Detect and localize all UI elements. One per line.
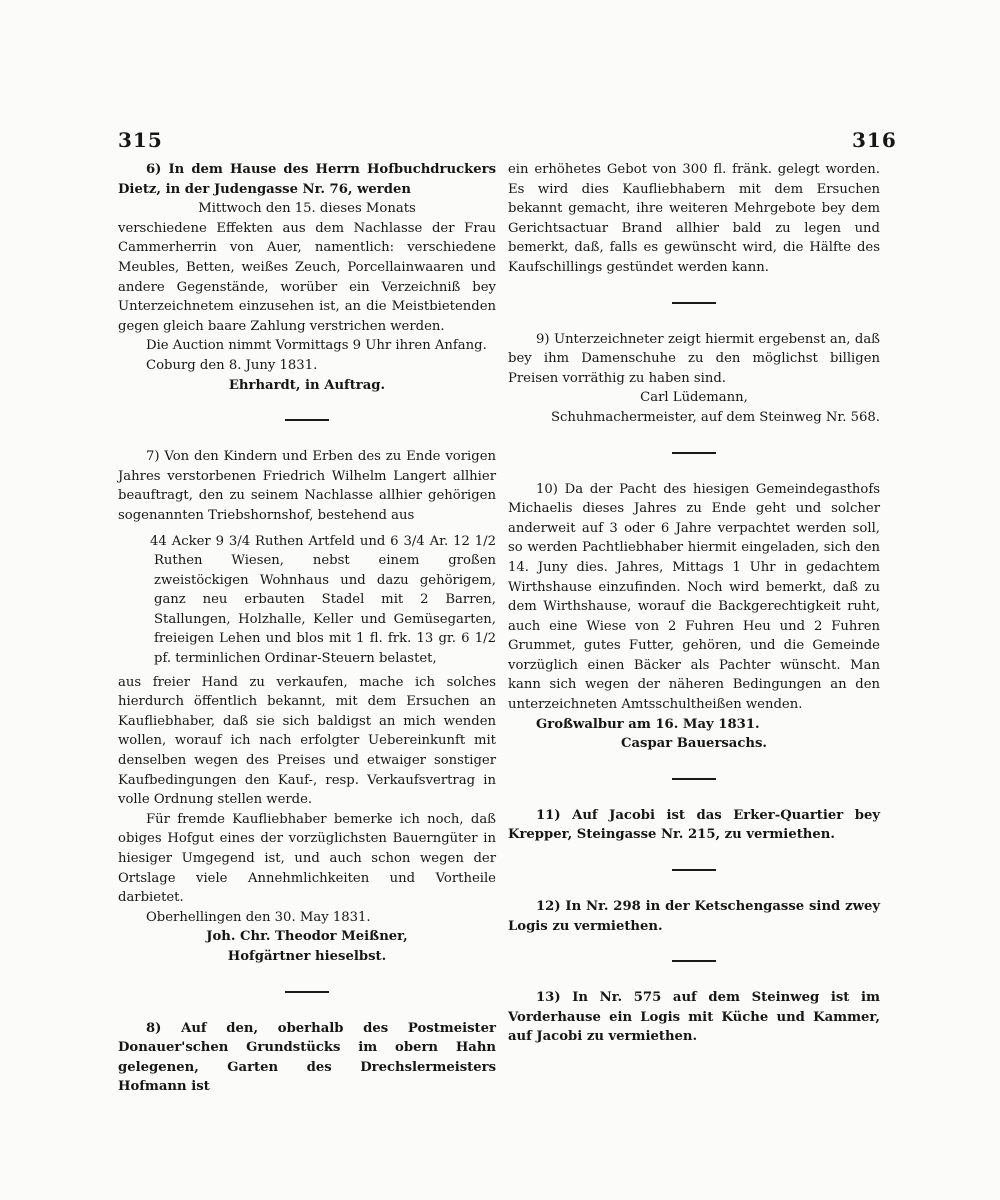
notice-7-remark: Für fremde Kaufliebhaber bemerke ich noch, daß obiges Hofgut eines der vorzüglichsten Bauerngüter in hiesiger Umgegend ist, und auch schon wegen der Ortslage viele Annehmlichkeiten und Vortheile darbietet.	[118, 811, 496, 906]
notice-6-auction-time: Die Auction nimmt Vormittags 9 Uhr ihren Anfang.	[146, 338, 487, 354]
notice-7-intro: 7) Von den Kindern und Erben des zu Ende vorigen Jahres verstorbenen Friedrich Wilhelm Langert allhier beauftragt, den zu seinem Nachlasse allhier gehörigen sogenannten Triebshornshof, bestehend aus	[118, 449, 496, 523]
notice-10-signature: Caspar Bauersachs.	[621, 736, 767, 752]
notice-7-place-date: Oberhellingen den 30. May 1831.	[146, 909, 371, 925]
separator-rule	[285, 419, 329, 421]
notice-7-signature-name: Joh. Chr. Theodor Meißner,	[206, 929, 408, 945]
separator-rule	[285, 991, 329, 993]
notice-11-body: 11) Auf Jacobi ist das Erker-Quartier bey Krepper, Steingasse Nr. 215, zu vermiethen.	[508, 807, 880, 843]
notice-6-body: verschiedene Effekten aus dem Nachlasse der Frau Cammerherrin von Auer, namentlich: verschiedene Meubles, Betten, weißes Zeuch, Porcellainwaaren und andere Gegenstände, worüber ein Verzeichniß bey Unterzeichnetem einzusehen ist, an die Meistbietenden gegen gleich baare Zahlung verstrichen werden.	[118, 220, 496, 334]
notice-8-continuation: ein erhöhetes Gebot von 300 fl. fränk. gelegt worden. Es wird dies Kaufliebhabern mit dem Ersuchen bekannt gemacht, ihre weiteren Mehrgebote bey dem Gerichtsactuar Brand allhier bald zu legen und bemerkt, daß, falls es gewünscht wird, die Hälfte des Kaufschillings gestündet werden kann.	[508, 162, 880, 275]
notice-10-place-date: Großwalbur am 16. May 1831.	[536, 716, 760, 732]
separator-rule	[672, 960, 716, 962]
notice-7-signature-title: Hofgärtner hieselbst.	[227, 948, 387, 964]
notice-10-body: 10) Da der Pacht des hiesigen Gemeindegasthofs Michaelis dieses Jahres zu Ende geht und solcher anderweit auf 3 oder 6 Jahre verpachtet werden soll, so werden Pachtliebhaber hiermit eingeladen, sich den 14. Juny dies. Jahres, Mittags 1 Uhr in gedachtem Wirthshause einzufinden. Noch wird bemerkt, daß zu dem Wirthshause, worauf die Backgerechtigkeit ruht, auch eine Wiese von 2 Fuhren Heu und 2 Fuhren Grummet, gutes Futter, gehören, und die Gemeinde vorzüglich einen Bäcker als Pachter wünscht. Man kann sich wegen der näheren Bedingungen an den unterzeichneten Amtsschultheißen wenden.	[508, 481, 880, 713]
right-column	[508, 160, 880, 1047]
notice-7-property-list: 44 Acker 9 3/4 Ruthen Artfeld und 6 3/4 Ar. 12 1/2 Ruthen Wiesen, nebst einem großen zweistöckigen Wohnhaus und dazu gehörigem, ganz neu erbauten Stadel mit 2 Barren, Stallungen, Holzhalle, Keller und Gemüsegarten, freieigen Lehen und blos mit 1 fl. frk. 13 gr. 6 1/2 pf. terminlichen Ordinar-Steuern belastet,	[150, 533, 496, 667]
notice-12-body: 12) In Nr. 298 in der Ketschengasse sind zwey Logis zu vermiethen.	[508, 899, 880, 934]
notice-13-body: 13) In Nr. 575 auf dem Steinweg ist im Vorderhause ein Logis mit Küche und Kammer, auf Jacobi zu vermiethen.	[508, 990, 880, 1045]
separator-rule	[672, 452, 716, 454]
notice-9-signature-title: Schuhmachermeister, auf dem Steinweg Nr. 568.	[551, 409, 880, 425]
notice-6-place-date: Coburg den 8. Juny 1831.	[146, 357, 318, 373]
notice-6-signature: Ehrhardt, in Auftrag.	[228, 377, 386, 393]
notice-7-body: aus freier Hand zu verkaufen, mache ich solches hierdurch öffentlich bekannt, mit dem Ersuchen an Kaufliebhaber, daß sie sich baldigst an mich wenden wollen, worauf ich nach erfolgter Uebereinkunft mit denselben wegen des Preises und etwaiger sonstiger Kaufbedingungen den Kauf-, resp. Verkaufsvertrag in volle Ordnung stellen werde.	[118, 674, 496, 808]
notice-9-body: 9) Unterzeichneter zeigt hiermit ergebenst an, daß bey ihm Damenschuhe zu den möglichst billigen Preisen vorräthig zu haben sind.	[508, 331, 880, 386]
page-number-right: 316	[852, 128, 897, 152]
page-number-left: 315	[118, 128, 163, 152]
separator-rule	[672, 302, 716, 304]
left-column	[118, 160, 496, 1097]
notice-6-intro: 6) In dem Hause des Herrn Hofbuchdruckers Dietz, in der Judengasse Nr. 76, werden	[118, 162, 496, 197]
notice-6-date: Mittwoch den 15. dieses Monats	[198, 201, 416, 217]
notice-9-signature-name: Carl Lüdemann,	[640, 390, 748, 406]
notice-8-intro: 8) Auf den, oberhalb des Postmeister Donauer'schen Grundstücks im obern Hahn gelegenen, Garten des Drechslermeisters Hofmann ist	[118, 1020, 496, 1095]
separator-rule	[672, 869, 716, 871]
separator-rule	[672, 778, 716, 780]
